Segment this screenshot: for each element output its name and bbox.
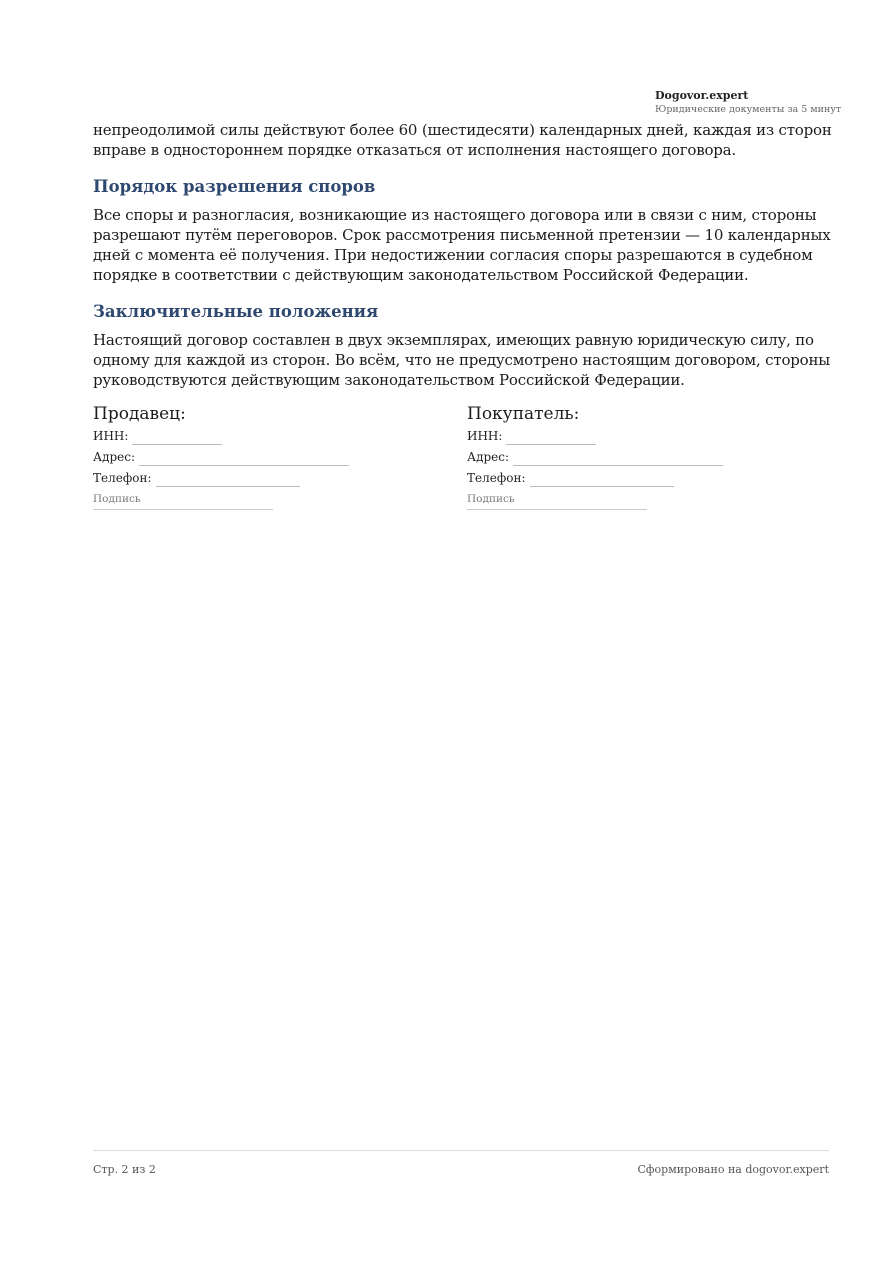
seller-signature-line (93, 509, 273, 510)
brand-tagline: Юридические документы за 5 минут (655, 104, 842, 115)
buyer-phone-label: Телефон: (467, 471, 526, 485)
seller-title: Продавец: (93, 404, 186, 424)
buyer-address-line (513, 451, 723, 466)
buyer-address-field (467, 447, 767, 468)
page-number: Стр. 2 из 2 (93, 1163, 156, 1176)
brand-header (655, 88, 875, 117)
buyer-block (467, 402, 767, 510)
buyer-inn-line (506, 430, 596, 445)
seller-phone-line (156, 472, 300, 487)
seller-phone-label: Телефон: (93, 471, 152, 485)
seller-inn-line (132, 430, 222, 445)
buyer-inn-label: ИНН: (467, 429, 503, 443)
brand-name: Dogovor.expert (655, 89, 749, 102)
seller-inn-field (93, 426, 393, 447)
seller-block (93, 402, 393, 510)
page-footer (93, 1150, 829, 1176)
buyer-signature-line (467, 509, 647, 510)
buyer-signature-label: Подпись (467, 493, 515, 505)
seller-address-line (139, 451, 349, 466)
buyer-address-label: Адрес: (467, 450, 510, 464)
buyer-phone-field (467, 468, 767, 489)
section-title-final: Заключительные положения (93, 302, 379, 321)
buyer-inn-field (467, 426, 767, 447)
seller-inn-label: ИНН: (93, 429, 129, 443)
section-text-disputes: Все споры и разногласия, возникающие из настоящего договора или в связи с ним, стороны разрешают путём переговоров. Срок рассмотрения письменной претензии — 10 календарных дней с момента её получения. При недостижении согласия споры разрешаются в судебном порядке в соответствии с действующим законодательством Российской Федерации. (93, 206, 831, 284)
seller-phone-field (93, 468, 393, 489)
generated-by-note: Сформировано на dogovor.expert (637, 1163, 829, 1176)
seller-address-field (93, 447, 393, 468)
section-text-final: Настоящий договор составлен в двух экземплярах, имеющих равную юридическую силу, по одному для каждой из сторон. Во всём, что не предусмотрено настоящим договором, стороны руководствуются действующим законодательством Российской Федерации. (93, 331, 831, 389)
seller-address-label: Адрес: (93, 450, 136, 464)
buyer-title: Покупатель: (467, 404, 580, 424)
buyer-phone-line (530, 472, 674, 487)
intro-paragraph: непреодолимой силы действуют более 60 (шестидесяти) календарных дней, каждая из сторон вправе в одностороннем порядке отказаться от исполнения настоящего договора. (93, 121, 832, 159)
document-body (93, 120, 868, 390)
seller-signature-label: Подпись (93, 493, 141, 505)
section-title-disputes: Порядок разрешения споров (93, 177, 376, 196)
